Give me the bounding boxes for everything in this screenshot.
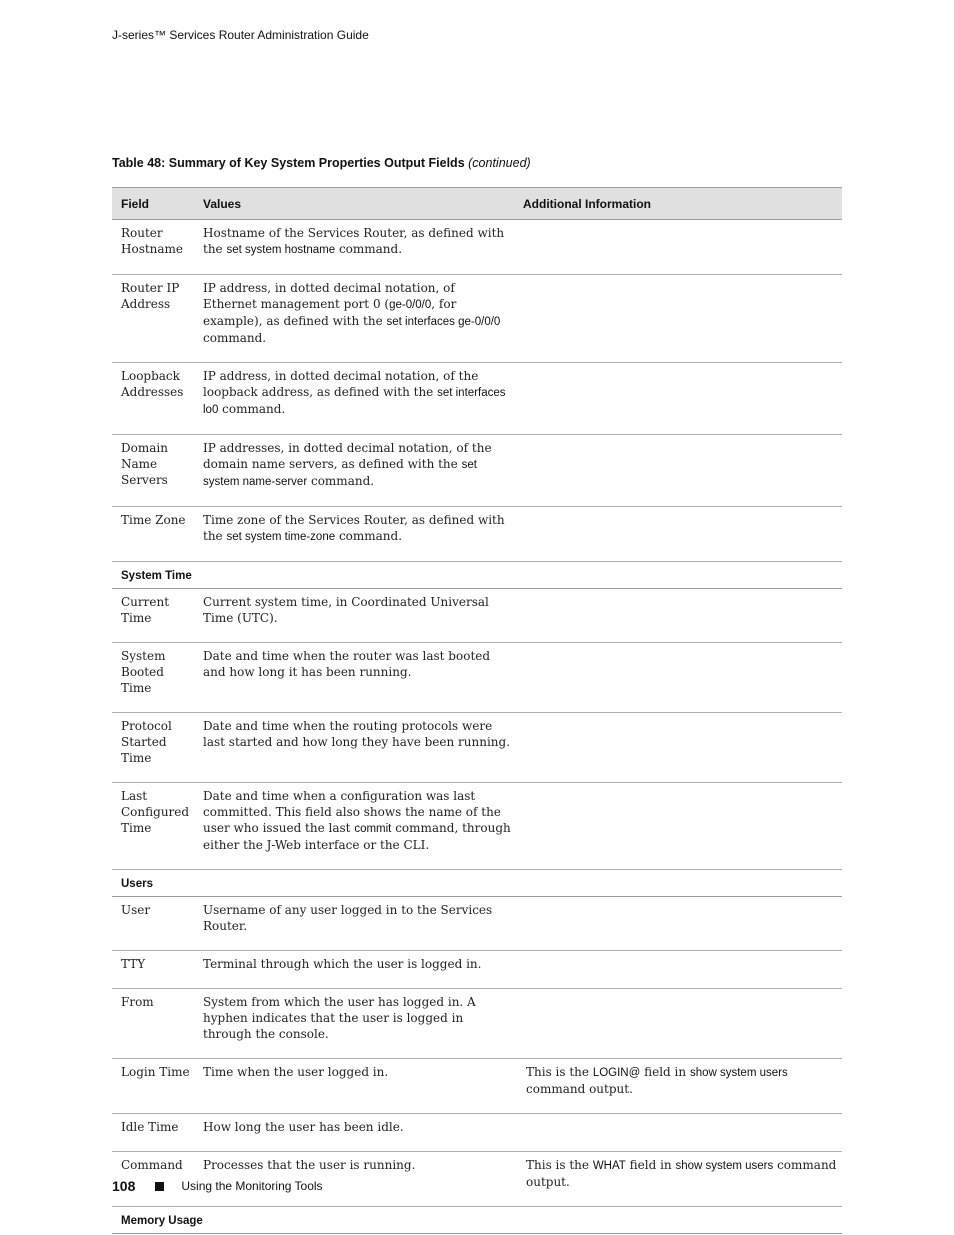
values-cell: Time when the user logged in.: [194, 1059, 514, 1114]
section-label: Users: [112, 870, 842, 897]
additional-info-cell: [514, 275, 842, 363]
field-cell: Command: [112, 1152, 194, 1207]
field-cell: Domain Name Servers: [112, 435, 194, 507]
values-cell: IP address, in dotted decimal notation, of the loopback address, as defined with the set interfaces lo0 command.: [194, 363, 514, 435]
header-values: Values: [194, 188, 514, 220]
additional-info-cell: [514, 951, 842, 989]
summary-table: [112, 187, 842, 1234]
field-cell: Last Configured Time: [112, 783, 194, 870]
table-row: [112, 989, 842, 1059]
field-cell: Router Hostname: [112, 220, 194, 275]
table-row: [112, 589, 842, 643]
additional-info-cell: [514, 643, 842, 713]
additional-info-cell: [514, 713, 842, 783]
table-row: [112, 220, 842, 275]
table-row: [112, 783, 842, 870]
values-cell: Date and time when the routing protocols were last started and how long they have been running.: [194, 713, 514, 783]
additional-info-cell: [514, 435, 842, 507]
table-header-row: [112, 188, 842, 220]
field-cell: User: [112, 897, 194, 951]
field-cell: Login Time: [112, 1059, 194, 1114]
header-field: Field: [112, 188, 194, 220]
table-row: [112, 1114, 842, 1152]
command-text: set system name-server: [203, 459, 477, 488]
table-row: [112, 713, 842, 783]
values-cell: Date and time when a configuration was last committed. This field also shows the name of the user who issued the last commit command, through either the J-Web interface or the CLI.: [194, 783, 514, 870]
field-cell: Loopback Addresses: [112, 363, 194, 435]
values-cell: IP address, in dotted decimal notation, of Ethernet management port 0 (ge-0/0/0, for example), as defined with the set interfaces ge-0/0/0 command.: [194, 275, 514, 363]
field-cell: TTY: [112, 951, 194, 989]
command-text: ge-0/0/0: [389, 299, 432, 311]
page-footer: [112, 1178, 323, 1194]
field-cell: Time Zone: [112, 507, 194, 562]
command-text: WHAT: [592, 1160, 626, 1172]
command-text: set interfaces ge-0/0/0: [386, 316, 501, 328]
values-cell: Date and time when the router was last booted and how long it has been running.: [194, 643, 514, 713]
field-cell: Idle Time: [112, 1114, 194, 1152]
section-row-memory-usage: [112, 1207, 842, 1234]
table-row: [112, 897, 842, 951]
additional-info-cell: [514, 1114, 842, 1152]
command-text: set interfaces lo0: [203, 387, 506, 416]
additional-info-cell: [514, 363, 842, 435]
command-text: set system time-zone: [226, 531, 336, 543]
running-header: J-series™ Services Router Administration Guide: [112, 28, 369, 42]
values-cell: Current system time, in Coordinated Universal Time (UTC).: [194, 589, 514, 643]
values-cell: System from which the user has logged in. A hyphen indicates that the user is logged in through the console.: [194, 989, 514, 1059]
command-text: commit: [354, 823, 392, 835]
additional-info-cell: [514, 989, 842, 1059]
table-row: [112, 363, 842, 435]
table-caption-title: Table 48: Summary of Key System Properties Output Fields: [112, 156, 465, 170]
command-text: LOGIN@: [592, 1067, 641, 1079]
values-cell: How long the user has been idle.: [194, 1114, 514, 1152]
additional-info-cell: This is the LOGIN@ field in show system users command output.: [514, 1059, 842, 1114]
table-row: [112, 275, 842, 363]
command-text: show system users: [675, 1160, 774, 1172]
additional-info-cell: [514, 783, 842, 870]
values-cell: IP addresses, in dotted decimal notation, of the domain name servers, as defined with the set system name-server command.: [194, 435, 514, 507]
section-row-system-time: [112, 562, 842, 589]
field-cell: Router IP Address: [112, 275, 194, 363]
command-text: show system users: [689, 1067, 788, 1079]
field-cell: From: [112, 989, 194, 1059]
additional-info-cell: [514, 897, 842, 951]
table-row: [112, 951, 842, 989]
footer-section-title: Using the Monitoring Tools: [181, 1179, 323, 1193]
values-cell: Terminal through which the user is logged in.: [194, 951, 514, 989]
command-text: set system hostname: [226, 244, 336, 256]
section-label: System Time: [112, 562, 842, 589]
page-number: 108: [112, 1178, 136, 1194]
additional-info-cell: [514, 507, 842, 562]
field-cell: System Booted Time: [112, 643, 194, 713]
table-row: [112, 435, 842, 507]
table-caption-continued: (continued): [468, 156, 531, 170]
table-row: [112, 507, 842, 562]
values-cell: Username of any user logged in to the Services Router.: [194, 897, 514, 951]
table-row: [112, 643, 842, 713]
square-bullet-icon: [155, 1182, 164, 1191]
field-cell: Current Time: [112, 589, 194, 643]
values-cell: Time zone of the Services Router, as defined with the set system time-zone command.: [194, 507, 514, 562]
table-row: [112, 1059, 842, 1114]
section-row-users: [112, 870, 842, 897]
values-cell: Processes that the user is running.: [194, 1152, 514, 1207]
table-caption: [112, 156, 531, 170]
field-cell: Protocol Started Time: [112, 713, 194, 783]
additional-info-cell: [514, 589, 842, 643]
values-cell: Hostname of the Services Router, as defined with the set system hostname command.: [194, 220, 514, 275]
section-label: Memory Usage: [112, 1207, 842, 1234]
additional-info-cell: [514, 220, 842, 275]
additional-info-cell: This is the WHAT field in show system users command output.: [514, 1152, 842, 1207]
header-additional-information: Additional Information: [514, 188, 842, 220]
